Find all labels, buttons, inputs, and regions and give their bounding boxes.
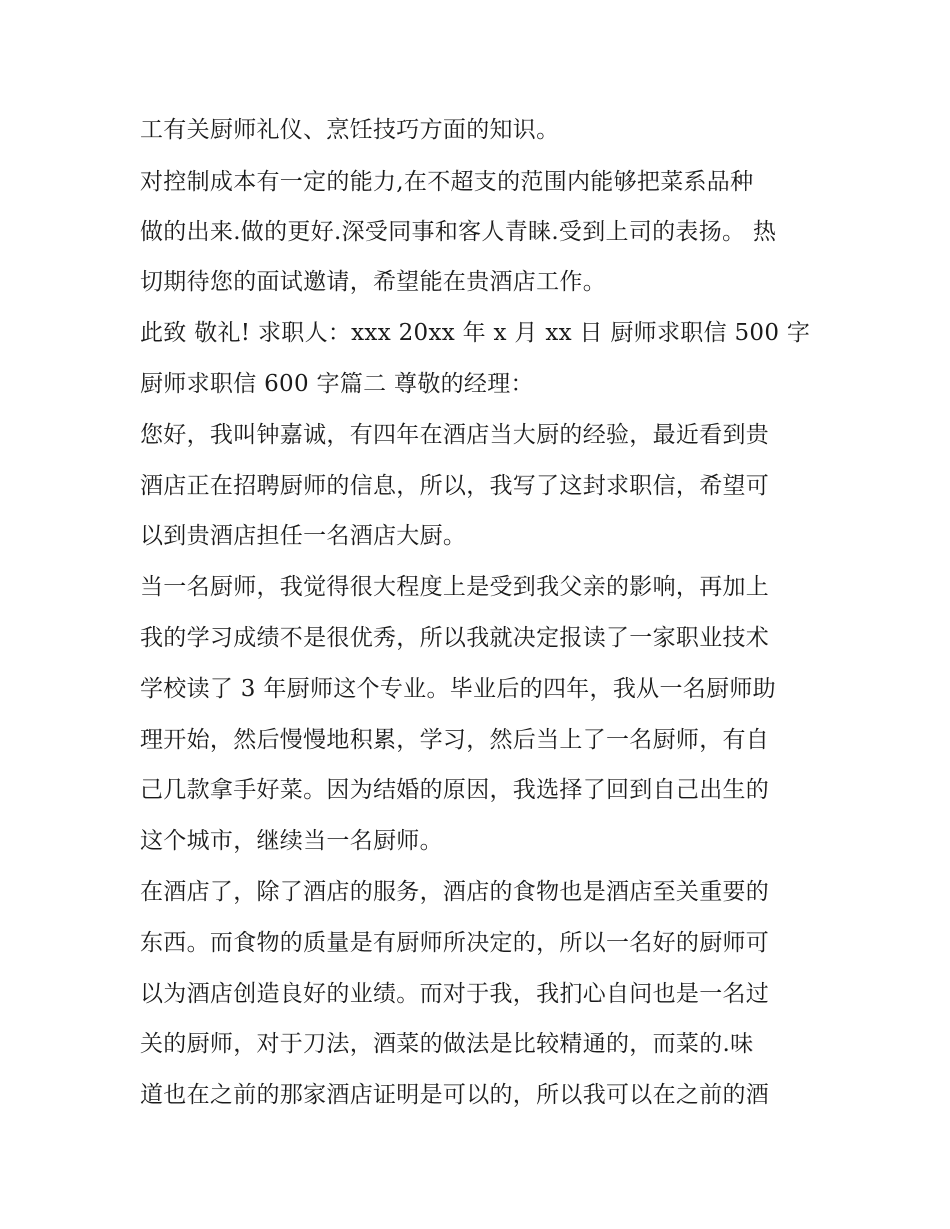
text-line: 己几款拿手好菜。因为结婚的原因，我选择了回到自己出生的 [140, 777, 770, 803]
text-line: 厨师求职信 600 字篇二 尊敬的经理： [140, 371, 534, 397]
text-line: 酒店正在招聘厨师的信息，所以，我写了这封求职信，希望可 [140, 473, 770, 499]
text-line: 做的出来.做的更好.深受同事和客人青睐.受到上司的表扬。 热 [140, 219, 777, 245]
text-line: 在酒店了，除了酒店的服务，酒店的食物也是酒店至关重要的 [140, 879, 770, 905]
text-line: 当一名厨师，我觉得很大程度上是受到我父亲的影响，再加上 [140, 574, 770, 600]
text-line: 以到贵酒店担任一名酒店大厨。 [140, 523, 467, 549]
text-line: 此致 敬礼! 求职人：xxx 20xx 年 x 月 xx 日 厨师求职信 500 字 [140, 320, 811, 346]
text-line: 我的学习成绩不是很优秀，所以我就决定报读了一家职业技术 [140, 625, 770, 651]
text-line: 东西。而食物的质量是有厨师所决定的，所以一名好的厨师可 [140, 930, 770, 956]
text-line: 工有关厨师礼仪、烹饪技巧方面的知识。 [140, 117, 560, 143]
text-line: 关的厨师，对于刀法，酒菜的做法是比较精通的，而菜的.味 [140, 1031, 754, 1057]
text-line: 以为酒店创造良好的业绩。而对于我，我扪心自问也是一名过 [140, 981, 770, 1007]
text-line: 这个城市，继续当一名厨师。 [140, 828, 443, 854]
text-line: 您好，我叫钟嘉诚，有四年在酒店当大厨的经验，最近看到贵 [140, 422, 770, 448]
text-line: 切期待您的面试邀请，希望能在贵酒店工作。 [140, 269, 606, 295]
text-line: 学校读了 3 年厨师这个专业。毕业后的四年，我从一名厨师助 [140, 676, 776, 702]
text-line: 道也在之前的那家酒店证明是可以的，所以我可以在之前的酒 [140, 1082, 770, 1108]
text-line: 理开始，然后慢慢地积累，学习，然后当上了一名厨师，有自 [140, 727, 770, 753]
text-line: 对控制成本有一定的能力,在不超支的范围内能够把菜系品种 [140, 169, 754, 195]
